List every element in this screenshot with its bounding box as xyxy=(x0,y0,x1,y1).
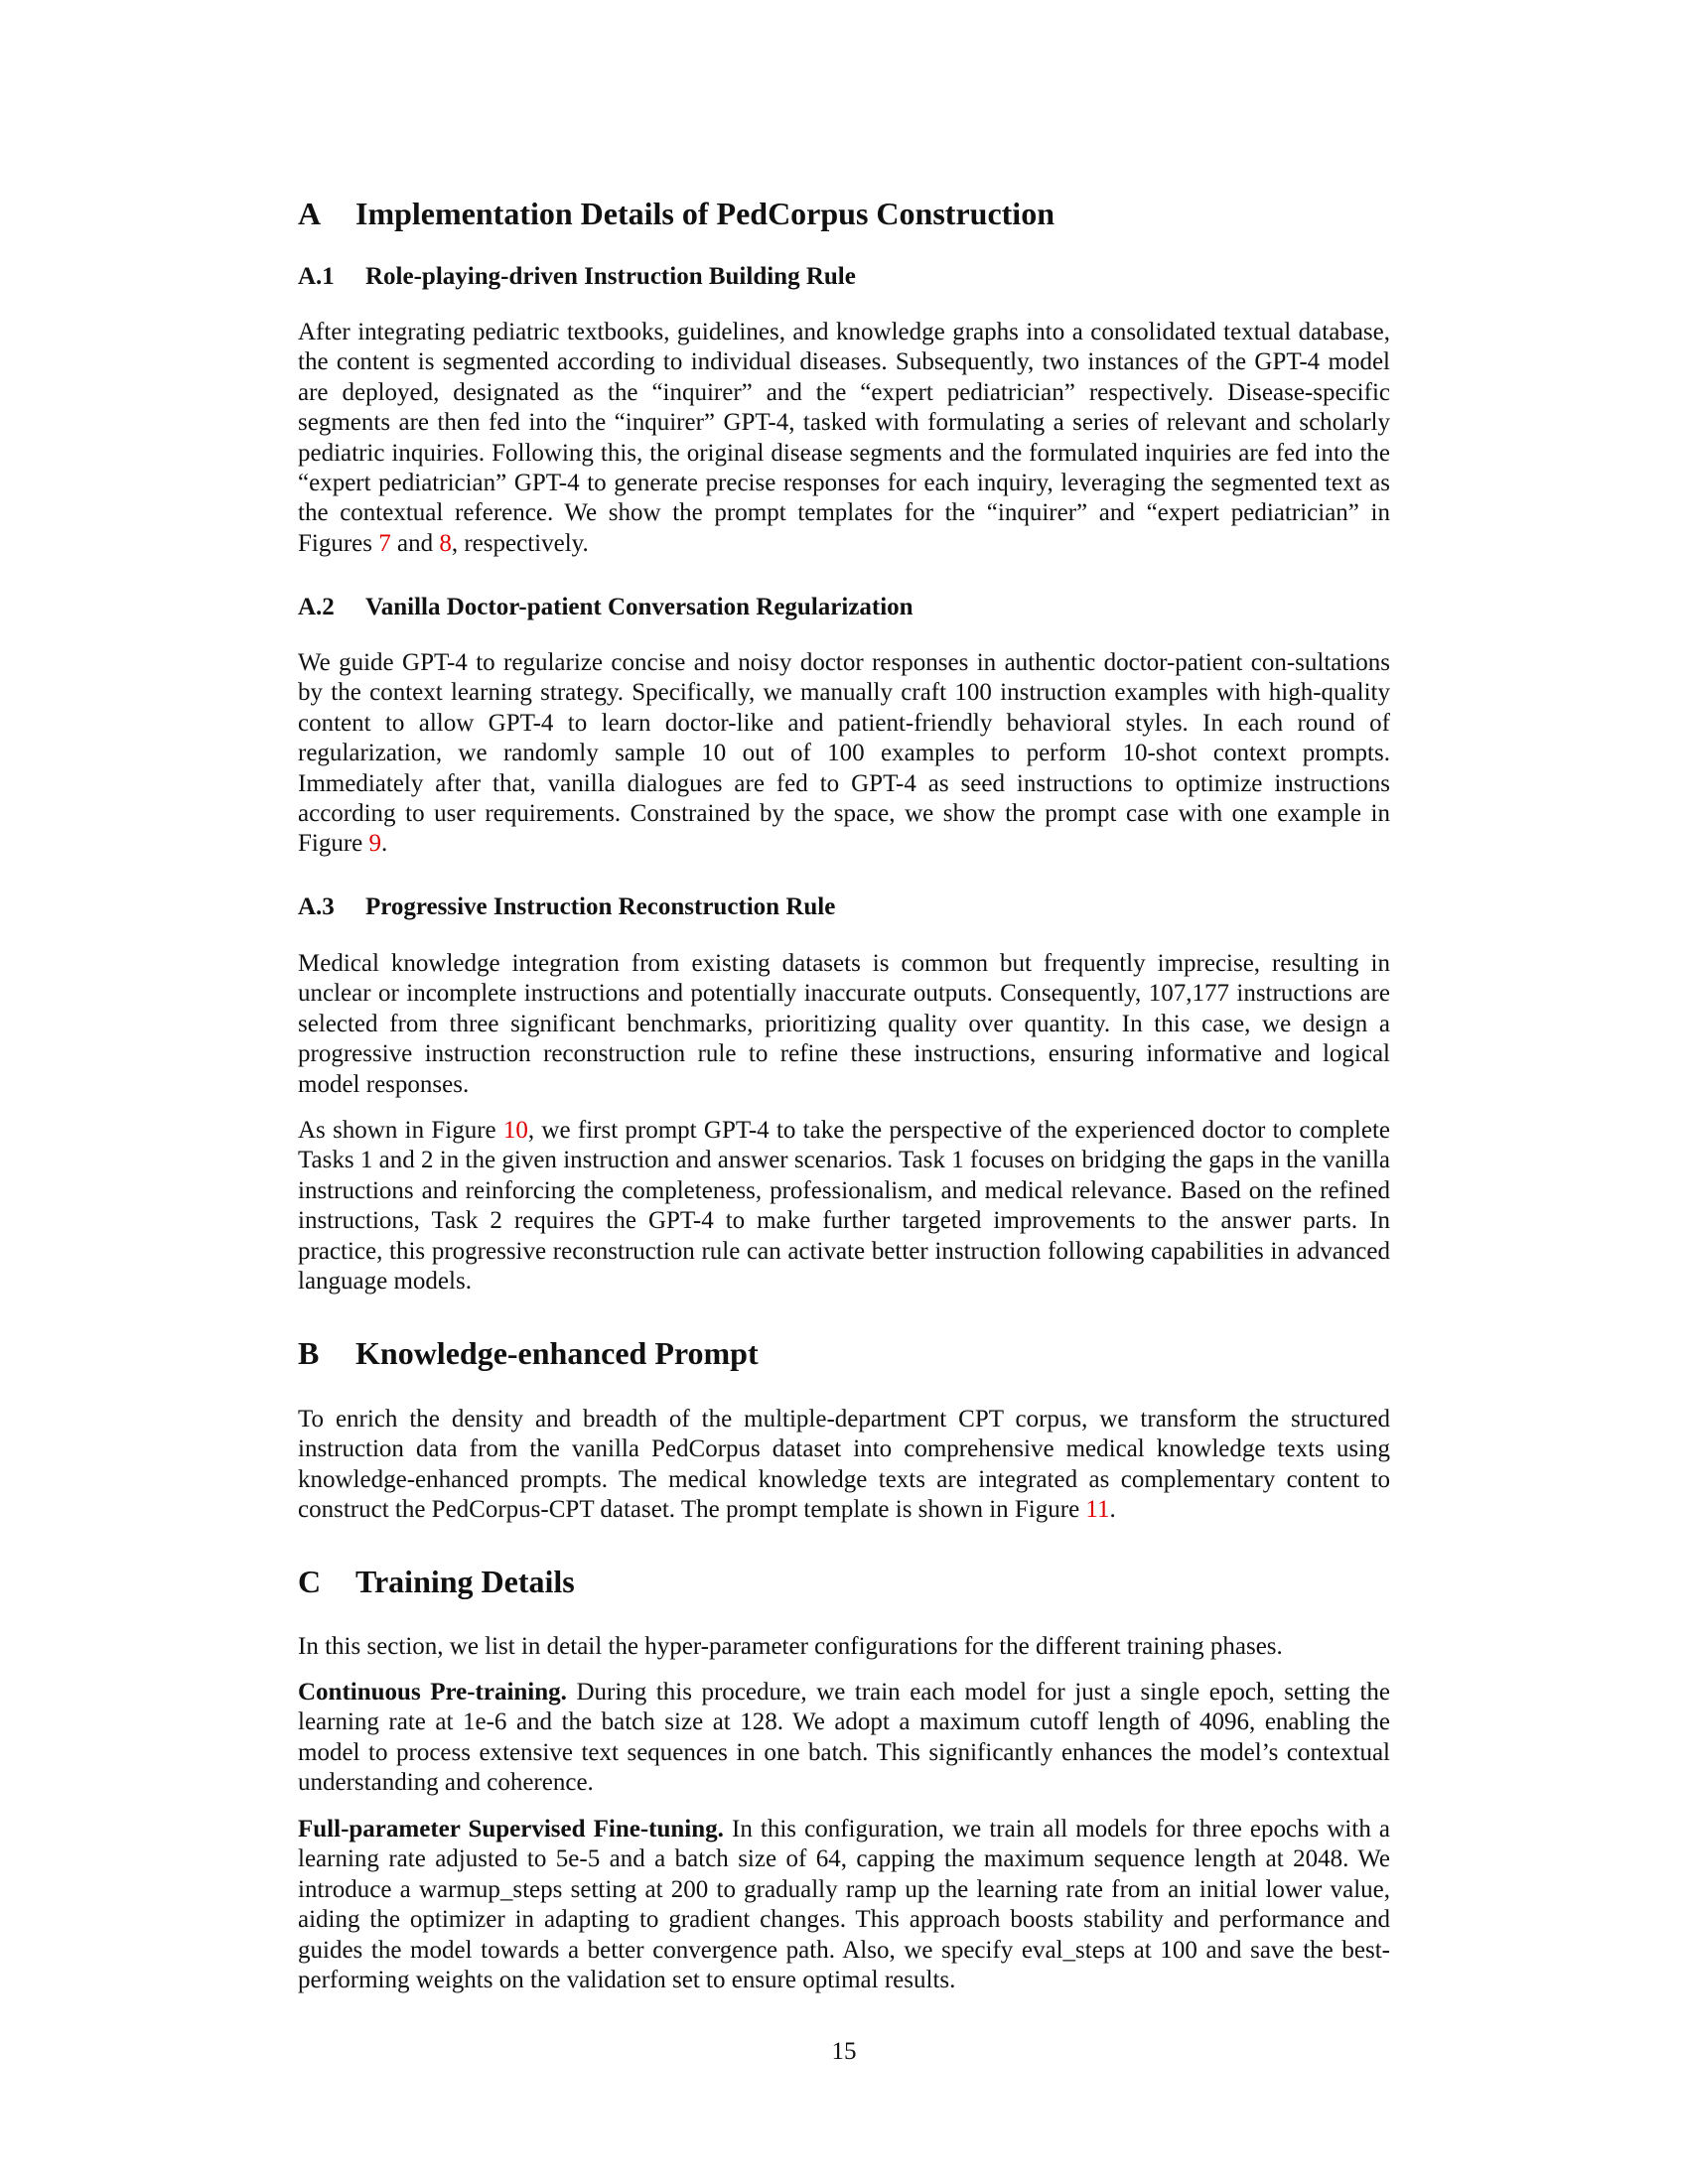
figure-link[interactable]: 7 xyxy=(378,529,391,557)
subsection-title: Progressive Instruction Reconstruction Rule xyxy=(365,893,836,920)
figure-link[interactable]: 11 xyxy=(1085,1496,1110,1524)
text-run: and xyxy=(390,529,440,557)
figure-link[interactable]: 10 xyxy=(502,1117,528,1144)
paragraph-a3-1: Medical knowledge integration from existing datasets is common but frequently imprecise, resulting in unclear or incomplete instructions and potentially inaccurate outputs. Consequently, 107,177 instructions are selected from three significant benchmarks, prioritizing quality over quantity. In this case, we design a progressive instruction reconstruction rule to refine these instructions, ensuring informative and logical model responses. xyxy=(298,950,1390,1098)
text-run: . xyxy=(381,830,388,858)
section-number: C xyxy=(298,1564,322,1599)
subsection-title: Vanilla Doctor-patient Conversation Regularization xyxy=(365,594,914,620)
section-title: Knowledge-enhanced Prompt xyxy=(355,1335,759,1371)
section-title: Training Details xyxy=(355,1564,575,1599)
subsection-a1-heading xyxy=(298,263,856,291)
paragraph-c-intro: In this section, we list in detail the hyper-parameter configurations for the different training phases. xyxy=(298,1633,1283,1660)
paragraph-a1 xyxy=(298,318,1390,559)
subsection-number: A.3 xyxy=(298,893,335,920)
text-run: , respectively. xyxy=(451,529,589,557)
text-run: After integrating pediatric textbooks, guidelines, and knowledge graphs into a consolidated textual database, the content is segmented according to individual diseases. Subsequently, two instances of the GPT-4 model are deployed, designated as the “inquirer” and the “expert pediatrician” respectively. Disease-specific segments are then fed into the “inquirer” GPT-4, tasked with formulating a series of relevant and scholarly pediatric inquiries. Following this, the original disease segments and the formulated inquiries are fed into the “expert pediatrician” GPT-4 to generate precise responses for each inquiry, leveraging the segmented text as the contextual reference. We show the prompt templates for the “inquirer” and “expert pediatrician” in Figures xyxy=(298,319,1390,557)
text-run: During this procedure, we train each model for just a single epoch, setting the learning rate at 1e-6 and the batch size at 128. We adopt a maximum cutoff length of 4096, enabling the model to process extensive text sequences in one batch. This significantly enhances the model’s contextual understanding and coherence. xyxy=(298,1679,1390,1797)
text-run: . xyxy=(1109,1496,1116,1524)
figure-link[interactable]: 9 xyxy=(368,830,382,858)
text-run: As shown in Figure xyxy=(298,1117,503,1144)
section-number: B xyxy=(298,1335,320,1371)
paragraph-lead: Continuous Pre-training. xyxy=(298,1679,567,1706)
page-number: 15 xyxy=(831,2038,857,2065)
subsection-a2-heading xyxy=(298,594,914,621)
text-run: In this configuration, we train all models for three epochs with a learning rate adjusted to 5e-5 and a batch size of 64, capping the maximum sequence length at 2048. We introduce a warmup_steps setting at 200 to gradually ramp up the learning rate from an initial lower value, aiding the optimizer in adapting to gradient changes. This approach boosts stability and performance and guides the model towards a better convergence path. Also, we specify eval_steps at 100 and save the best-performing weights on the validation set to ensure optimal results. xyxy=(298,1816,1391,1994)
section-number: A xyxy=(298,196,322,231)
paragraph-c-cpt xyxy=(298,1678,1390,1799)
paragraph-a3-2 xyxy=(298,1116,1390,1297)
subsection-number: A.1 xyxy=(298,263,335,290)
text-run: , we first prompt GPT-4 to take the perspective of the experienced doctor to complete Tasks 1 and 2 in the given instruction and answer scenarios. Task 1 focuses on bridging the gaps in the vanilla instructions and reinforcing the completeness, professionalism, and medical relevance. Based on the refined instructions, Task 2 requires the GPT-4 to make further targeted improvements to the answer parts. In practice, this progressive reconstruction rule can activate better instruction following capabilities in advanced language models. xyxy=(298,1117,1390,1296)
section-b-heading xyxy=(298,1335,759,1372)
subsection-number: A.2 xyxy=(298,594,335,620)
section-title: Implementation Details of PedCorpus Construction xyxy=(355,196,1055,231)
text-run: To enrich the density and breadth of the multiple-department CPT corpus, we transform the structured instruction data from the vanilla PedCorpus dataset into comprehensive medical knowledge texts using knowledge-enhanced prompts. The medical knowledge texts are integrated as complementary content to construct the PedCorpus-CPT dataset. The prompt template is shown in Figure xyxy=(298,1406,1390,1524)
subsection-a3-heading xyxy=(298,893,835,921)
figure-link[interactable]: 8 xyxy=(439,529,452,557)
text-run: We guide GPT-4 to regularize concise and noisy doctor responses in authentic doctor-patient con-sultations by the context learning strategy. Specifically, we manually craft 100 instruction examples with high-quality content to allow GPT-4 to learn doctor-like and patient-friendly behavioral styles. In each round of regularization, we randomly sample 10 out of 100 examples to perform 10-shot context prompts. Immediately after that, vanilla dialogues are fed to GPT-4 as seed instructions to optimize instructions according to user requirements. Constrained by the space, we show the prompt case with one example in Figure xyxy=(298,649,1390,858)
paragraph-c-sft xyxy=(298,1815,1390,1995)
paragraph-lead: Full-parameter Supervised Fine-tuning. xyxy=(298,1816,724,1843)
paragraph-b xyxy=(298,1405,1390,1526)
paragraph-a2 xyxy=(298,648,1390,860)
section-a-heading xyxy=(298,196,1055,232)
section-c-heading xyxy=(298,1564,575,1600)
subsection-title: Role-playing-driven Instruction Building Rule xyxy=(365,263,856,290)
